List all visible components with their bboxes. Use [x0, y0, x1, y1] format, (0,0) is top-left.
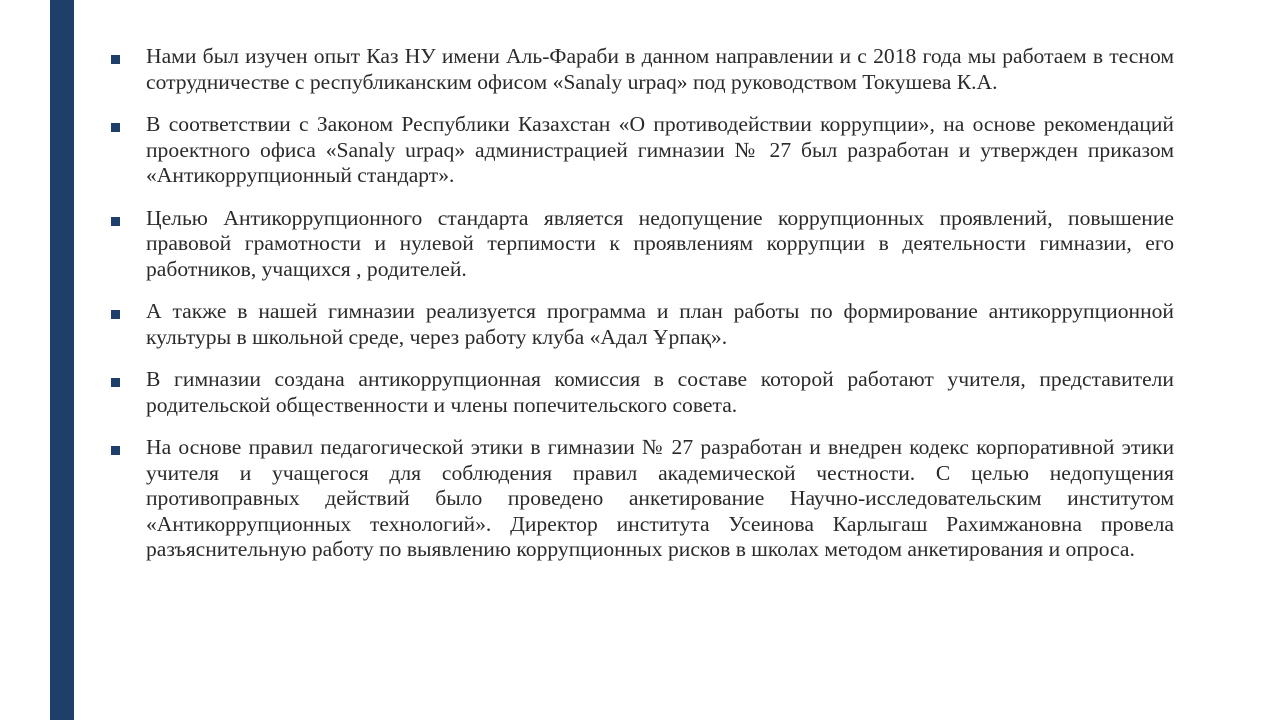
square-bullet-icon	[111, 446, 120, 455]
square-bullet-icon	[111, 378, 120, 387]
bullet-item	[108, 435, 1174, 563]
bullet-item	[108, 44, 1174, 95]
bullet-item	[108, 367, 1174, 418]
bullet-list	[108, 44, 1174, 580]
square-bullet-icon	[111, 310, 120, 319]
bullet-text: На основе правил педагогической этики в гимназии № 27 разработан и внедрен кодекс корпоративной этики учителя и учащегося для соблюдения правил академической честности. С целью недопущения противоправных действий было проведено анкетирование Научно-исследовательским институтом «Антикоррупционных технологий». Директор института Усеинова Карлыгаш Рахимжановна провела разъяснительную работу по выявлению коррупционных рисков в школах методом анкетирования и опроса.	[146, 435, 1174, 561]
bullet-text: В соответствии с Законом Республики Казахстан «О противодействии коррупции», на основе рекомендаций проектного офиса «Sanaly urpaq» администрацией гимназии № 27 был разработан и утвержден приказом «Антикоррупционный стандарт».	[146, 112, 1174, 187]
bullet-text: Нами был изучен опыт Каз НУ имени Аль-Фараби в данном направлении и с 2018 года мы работаем в тесном сотрудничестве с республиканским офисом «Sanaly urpaq» под руководством Токушева К.А.	[146, 44, 1174, 94]
bullet-text: В гимназии создана антикоррупционная комиссия в составе которой работают учителя, представители родительской общественности и члены попечительского совета.	[146, 367, 1174, 417]
bullet-item	[108, 112, 1174, 189]
square-bullet-icon	[111, 55, 120, 64]
bullet-text: А также в нашей гимназии реализуется программа и план работы по формирование антикоррупционной культуры в школьной среде, через работу клуба «Адал Ұрпақ».	[146, 299, 1174, 349]
bullet-text: Целью Антикоррупционного стандарта является недопущение коррупционных проявлений, повышение правовой грамотности и нулевой терпимости к проявлениям коррупции в деятельности гимназии, его работников, учащихся , родителей.	[146, 205, 1174, 281]
left-accent-bar	[50, 0, 74, 720]
bullet-item	[108, 206, 1174, 283]
square-bullet-icon	[111, 123, 120, 132]
square-bullet-icon	[111, 217, 120, 226]
bullet-item	[108, 299, 1174, 350]
